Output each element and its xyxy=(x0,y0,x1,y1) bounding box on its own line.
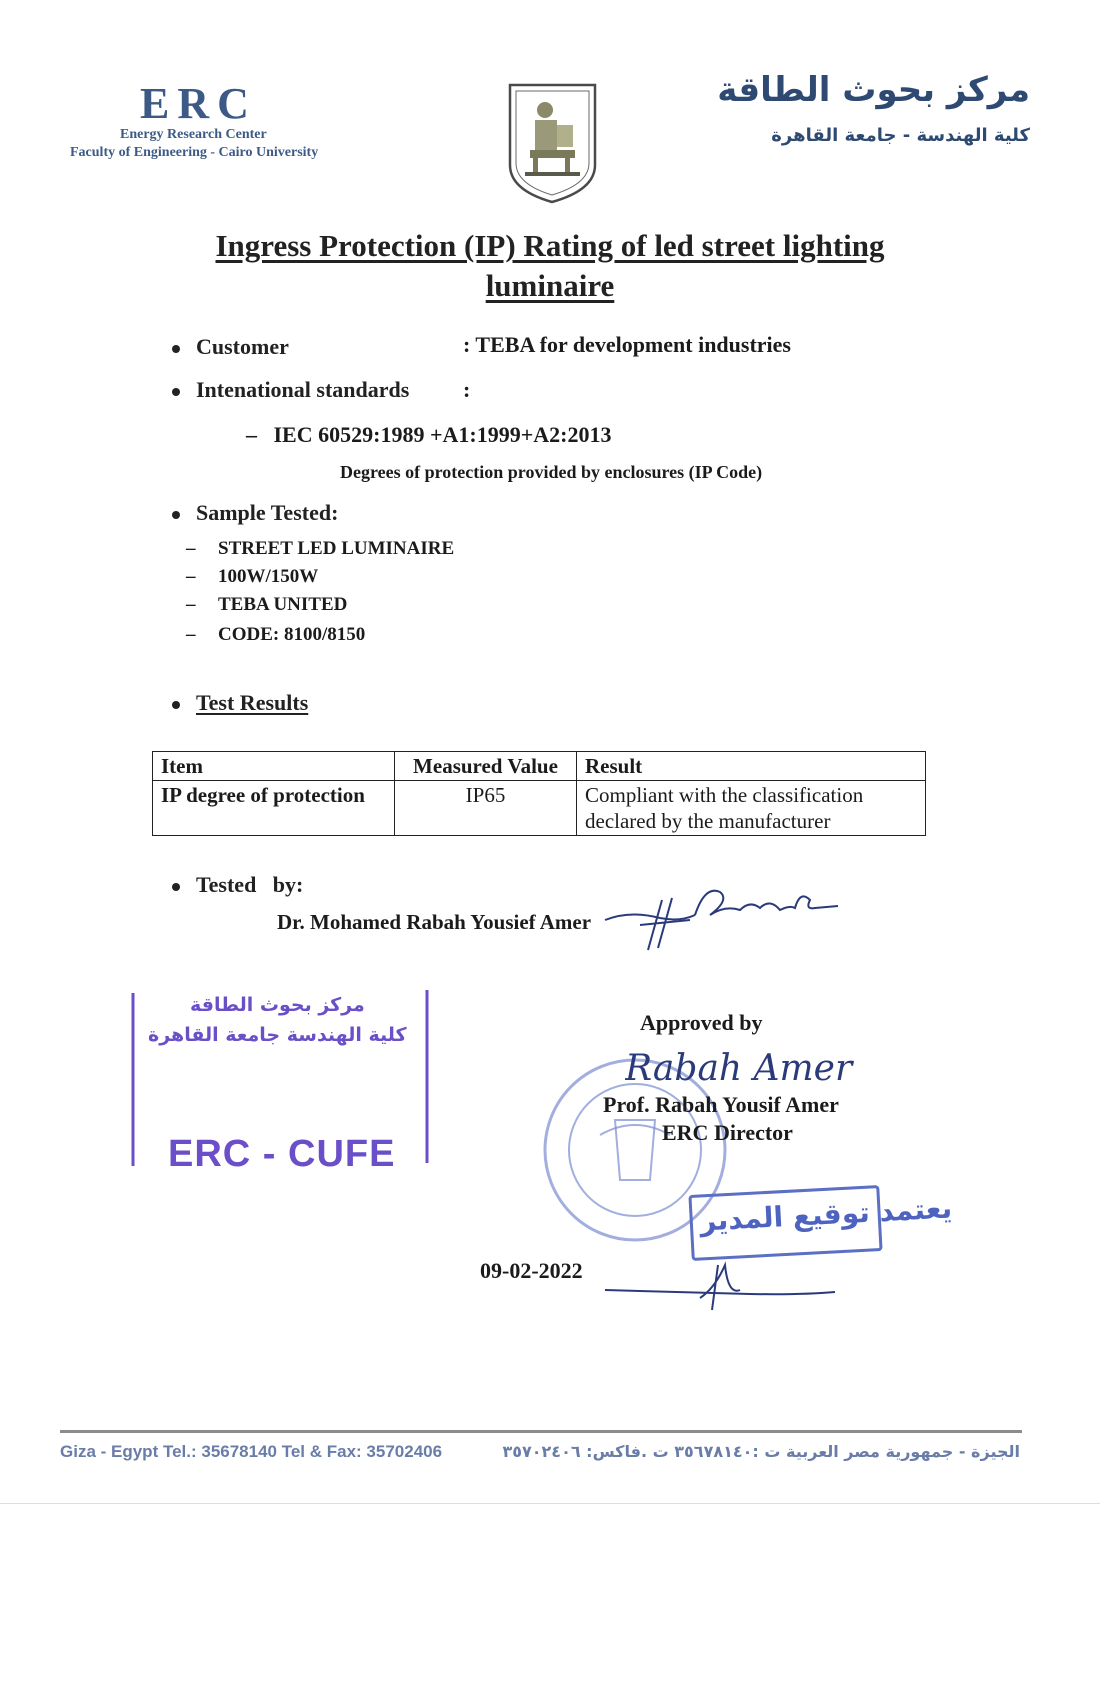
cell-item: IP degree of protection xyxy=(153,781,395,836)
approved-by-label: Approved by xyxy=(640,1010,763,1035)
faculty-name: Faculty of Engineering - Cairo University xyxy=(70,145,319,160)
tester-signature-icon xyxy=(600,880,840,960)
test-results-label: Test Results xyxy=(172,690,308,716)
cell-result: Compliant with the classification declared by the manufacturer xyxy=(577,781,926,836)
sample-label: Sample Tested: xyxy=(172,500,338,526)
bullet-icon xyxy=(172,511,180,519)
standards-colon: : xyxy=(463,377,471,402)
bullet-icon xyxy=(172,345,180,353)
results-table xyxy=(152,751,926,836)
sample-item: – TEBA UNITED xyxy=(186,594,348,615)
standard-item: – IEC 60529:1989 +A1:1999+A2:2013 xyxy=(246,422,612,447)
tested-by-label: Tested by: xyxy=(172,872,303,898)
erc-logo: ERC xyxy=(140,79,257,128)
col-result-header: Result xyxy=(577,752,926,781)
director-stamp-text: يعتمد توقيع المدير xyxy=(699,1191,953,1238)
footer-divider xyxy=(60,1430,1022,1433)
tester-name: Dr. Mohamed Rabah Yousief Amer xyxy=(277,910,592,934)
dash: – xyxy=(246,422,257,447)
table-row xyxy=(153,781,926,836)
title-line-2: luminaire xyxy=(485,268,615,303)
footer-contact-english: Giza - Egypt Tel.: 35678140 Tel & Fax: 35702406 xyxy=(60,1442,443,1461)
approver-signature-text: Rabah Amer xyxy=(625,1048,853,1089)
customer-label: Customer xyxy=(172,334,289,360)
document-title xyxy=(150,226,950,306)
org-name: Energy Research Center xyxy=(120,127,267,142)
arabic-faculty-name: كلية الهندسة - جامعة القاهرة xyxy=(771,125,1030,146)
approver-role: ERC Director xyxy=(662,1120,793,1145)
footer-contact-arabic: الجيزة - جمهورية مصر العربية ت :٣٥٦٧٨١٤٠ ت .فاكس: ٣٥٧٠٢٤٠٦ xyxy=(502,1442,1020,1461)
bullet-icon xyxy=(172,388,180,396)
sample-item: – 100W/150W xyxy=(186,566,319,587)
col-item-header: Item xyxy=(153,752,395,781)
page-edge xyxy=(0,1503,1100,1504)
sample-item: – CODE: 8100/8150 xyxy=(186,624,366,645)
bullet-icon xyxy=(172,701,180,709)
customer-value: : TEBA for development industries xyxy=(463,332,791,357)
sample-item: – STREET LED LUMINAIRE xyxy=(186,538,455,559)
university-crest-icon xyxy=(505,80,600,205)
approver-name: Prof. Rabah Yousif Amer xyxy=(603,1092,839,1117)
col-value-header: Measured Value xyxy=(395,752,577,781)
standards-label: Intenational standards xyxy=(172,377,409,403)
approver-signature-icon xyxy=(625,1040,875,1095)
stamp-arabic-line-2: كلية الهندسة جامعة القاهرة xyxy=(148,1024,407,1046)
document-date: 09-02-2022 xyxy=(480,1258,583,1283)
stamp-code: ERC - CUFE xyxy=(168,1133,396,1175)
cell-value: IP65 xyxy=(395,781,577,836)
arabic-center-name: مركز بحوث الطاقة xyxy=(717,70,1030,110)
title-line-1: Ingress Protection (IP) Rating of led street lighting xyxy=(215,228,885,263)
standard-description: Degrees of protection provided by enclosures (IP Code) xyxy=(340,462,763,482)
stamp-arabic-line-1: مركز بحوث الطاقة xyxy=(190,994,365,1016)
bullet-icon xyxy=(172,883,180,891)
table-header-row xyxy=(153,752,926,781)
director-signature-icon xyxy=(600,1250,840,1320)
